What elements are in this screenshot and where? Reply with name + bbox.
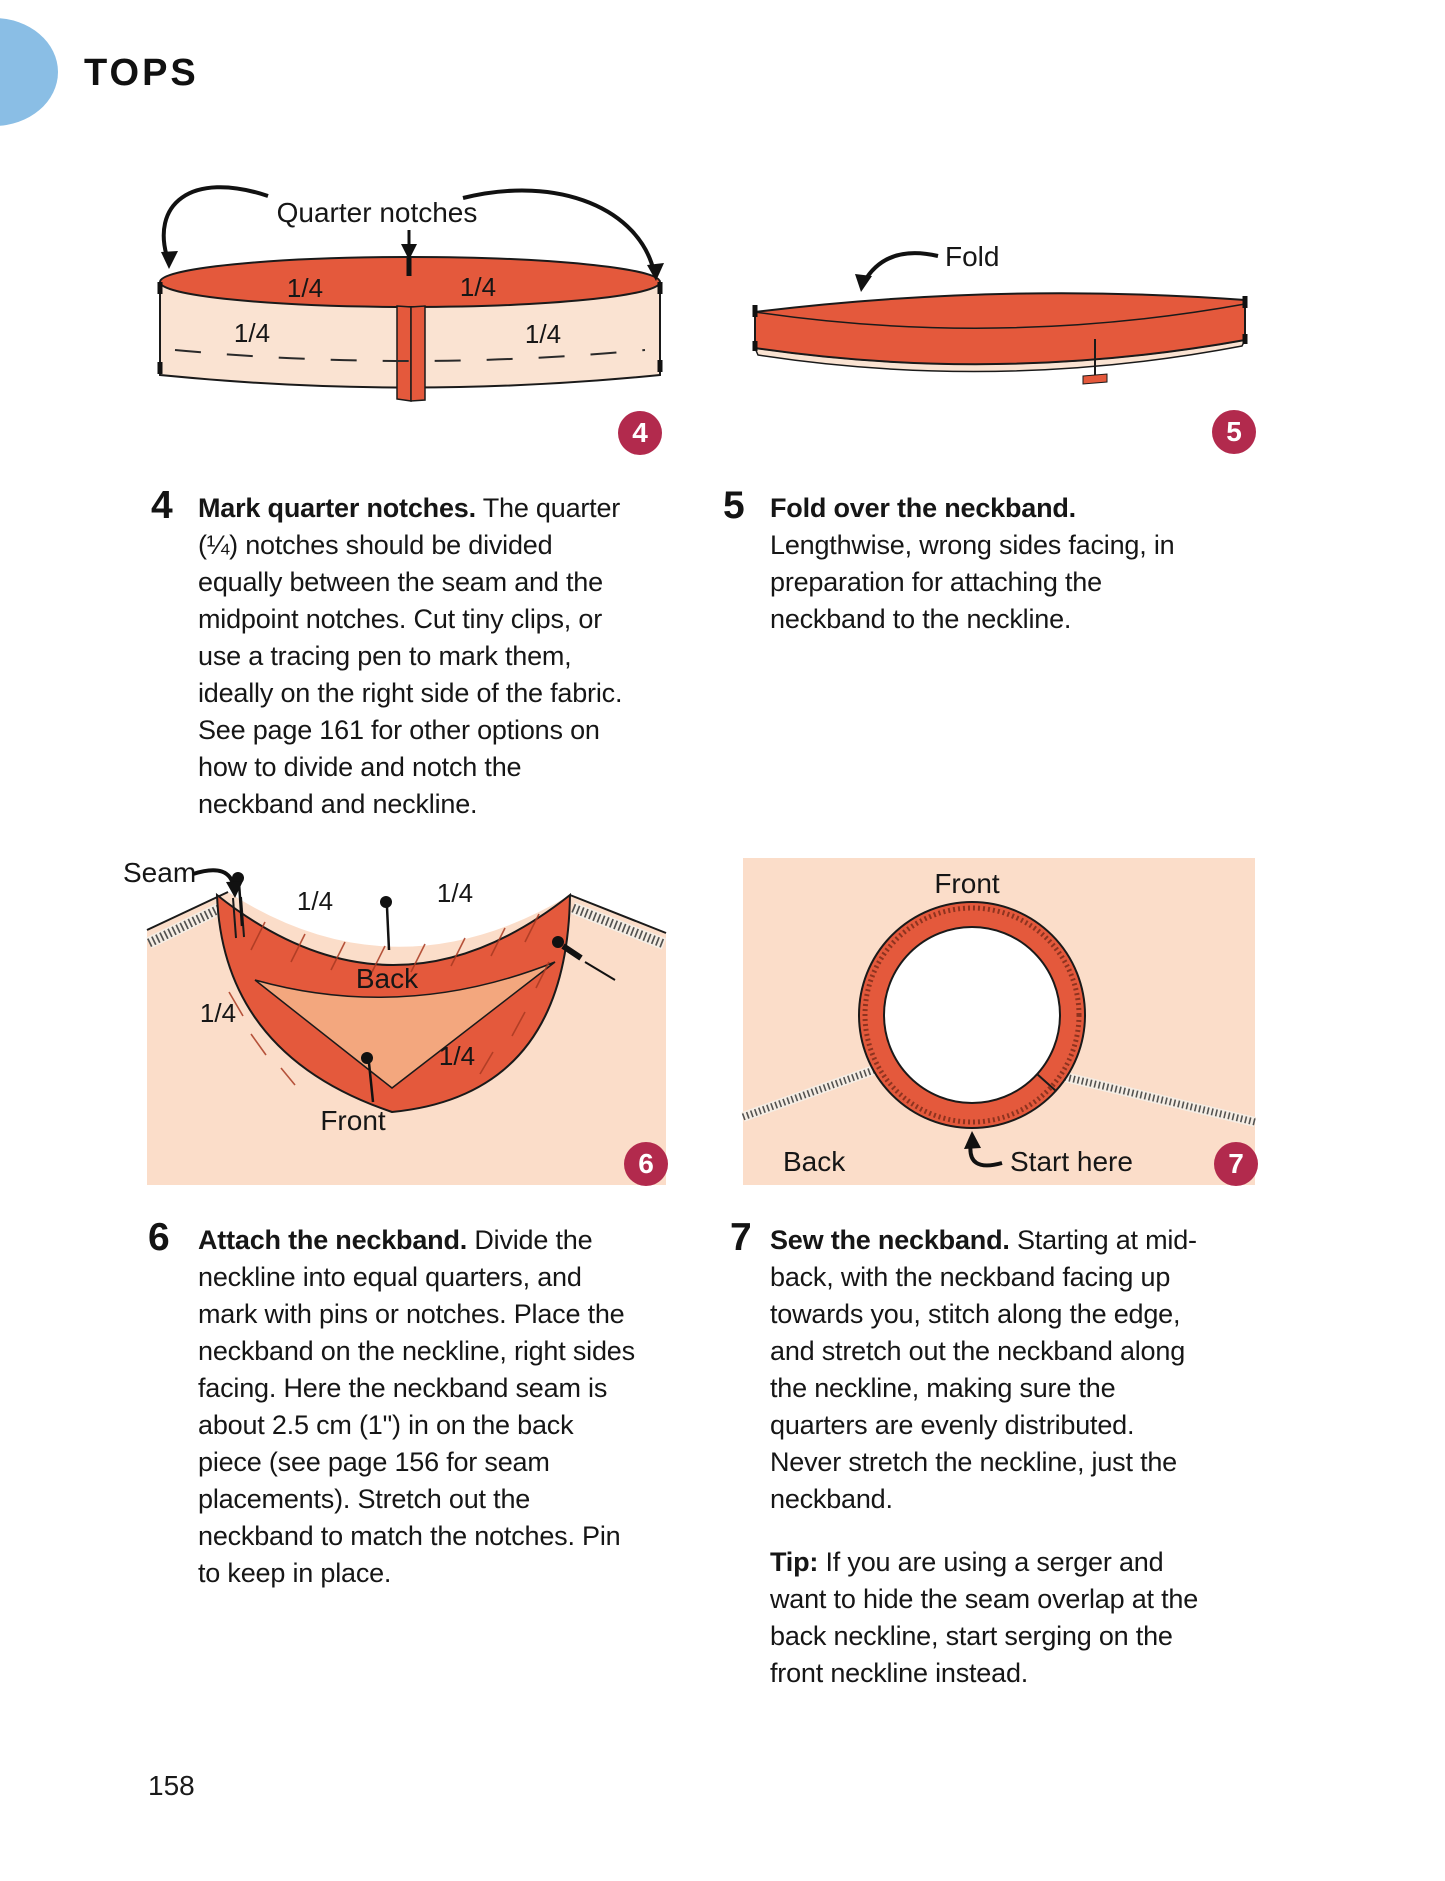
quarter-label: 1/4 xyxy=(286,273,324,303)
page-number: 158 xyxy=(148,1770,195,1801)
quarter-label: 1/4 xyxy=(296,886,334,916)
fold-callout-arrow xyxy=(864,253,938,282)
tip-body: If you are using a serger and want to hide the seam overlap at the back neckline, start serging on the front neckline instead. xyxy=(770,1547,1199,1688)
step-7-lead: Sew the neckband. xyxy=(770,1225,1010,1255)
tip-lead: Tip: xyxy=(770,1547,819,1577)
quarter-label: 1/4 xyxy=(199,998,237,1028)
start-here-label: Start here xyxy=(1010,1146,1133,1177)
step-6-text xyxy=(198,1222,638,1592)
step-6-number: 6 xyxy=(148,1216,170,1259)
step-badge-5: 5 xyxy=(1212,410,1256,454)
figure-5-folded-neckband xyxy=(740,200,1260,400)
seam-label: Seam xyxy=(123,857,197,888)
step-4-text xyxy=(198,490,638,823)
step-7-number: 7 xyxy=(730,1216,752,1259)
figure-4-neckband-loop xyxy=(130,170,690,470)
figure-7-sew-neckband xyxy=(740,855,1260,1190)
fold-label: Fold xyxy=(945,241,1000,272)
seam-callout-arrow xyxy=(193,870,234,888)
quarter-label: 1/4 xyxy=(233,318,271,348)
neckband-seam-stripe xyxy=(397,306,411,401)
step-7-body: Starting at mid-back, with the neckband facing up towards you, stitch along the edge, and stretch out the neckband along the neckline, making sure the quarters are evenly distributed. Never stretch the neckline, just the neckband. xyxy=(770,1225,1197,1514)
step-4-body: The quarter (¼) notches should be divided equally between the seam and the midpoint notches. Cut tiny clips, or use a tracing pen to mark them, ideally on the right side of the fabric. See page 161 for other options on how to divide and notch the neckband and neckline. xyxy=(198,493,623,819)
step-7-tip xyxy=(770,1544,1210,1692)
step-badge-6: 6 xyxy=(624,1142,668,1186)
front-label: Front xyxy=(934,868,1000,899)
step-5-text xyxy=(770,490,1210,638)
step-5-body: Lengthwise, wrong sides facing, in preparation for attaching the neckband to the neckline. xyxy=(770,530,1175,634)
step-6-body: Divide the neckline into equal quarters, and mark with pins or notches. Place the neckband on the neckline, right sides facing. Here the neckband seam is about 2.5 cm (1") in on the back piece (see page 156 for seam placements). Stretch out the neckband to match the notches. Pin to keep in place. xyxy=(198,1225,635,1588)
step-badge-7: 7 xyxy=(1214,1142,1258,1186)
quarter-label: 1/4 xyxy=(438,1041,476,1071)
section-title: TOPS xyxy=(84,52,199,94)
quarter-label: 1/4 xyxy=(459,272,497,302)
left-callout-arrow xyxy=(164,187,268,260)
step-5-number: 5 xyxy=(723,484,745,527)
quarter-label: 1/4 xyxy=(436,878,474,908)
front-label: Front xyxy=(320,1105,386,1136)
back-label: Back xyxy=(783,1146,846,1177)
step-4-lead: Mark quarter notches. xyxy=(198,493,476,523)
quarter-label: 1/4 xyxy=(524,319,562,349)
step-7-paragraph xyxy=(770,1222,1210,1518)
step-badge-4: 4 xyxy=(618,411,662,455)
section-tab-blob xyxy=(0,18,58,126)
neck-opening xyxy=(884,927,1060,1103)
figure-6-attach-neckband xyxy=(105,850,680,1190)
back-label: Back xyxy=(355,963,419,994)
step-7-text xyxy=(770,1222,1210,1692)
step-5-lead: Fold over the neckband. xyxy=(770,493,1076,523)
step-6-lead: Attach the neckband. xyxy=(198,1225,468,1255)
neckband-seam-stripe xyxy=(411,306,425,401)
quarter-notches-label: Quarter notches xyxy=(276,197,478,228)
step-4-number: 4 xyxy=(151,484,173,527)
